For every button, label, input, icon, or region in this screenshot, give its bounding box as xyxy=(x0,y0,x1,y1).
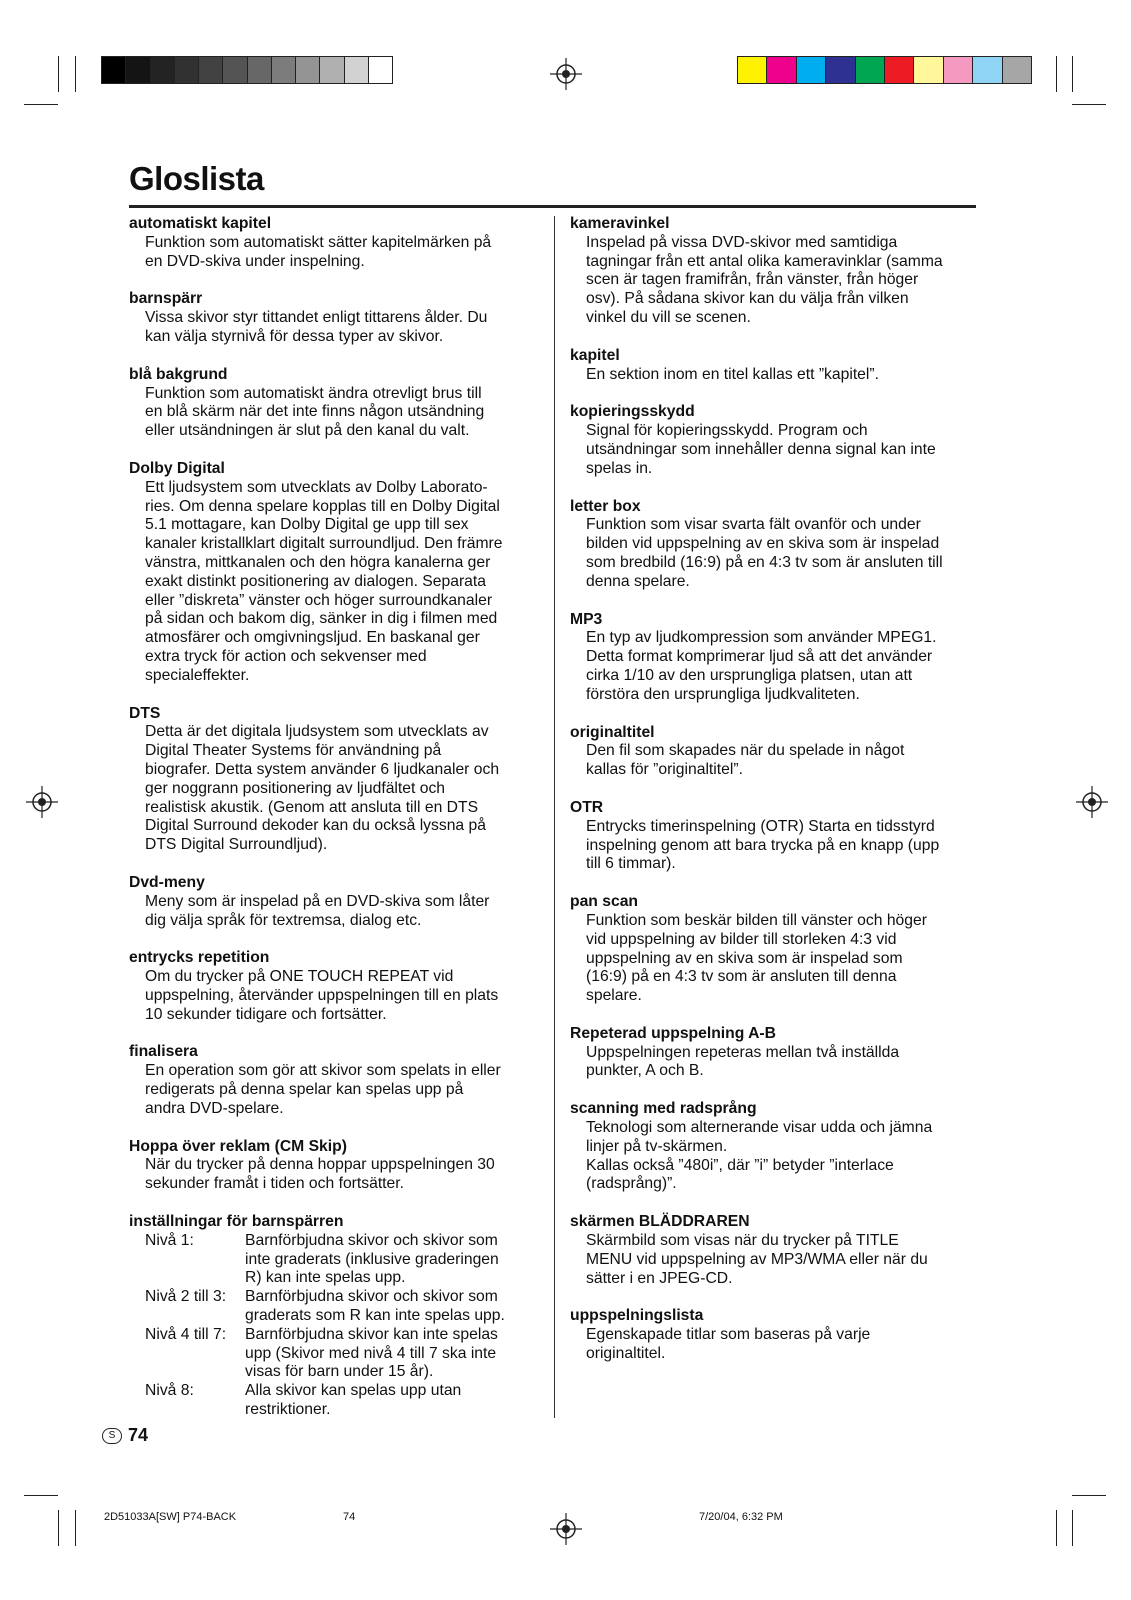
glossary-definition xyxy=(145,234,539,272)
definition-line: en blå skärm när det inte finns någon utsändning xyxy=(145,403,485,421)
level-name: Nivå 1: xyxy=(145,1231,194,1249)
glossary-term: Dvd-meny xyxy=(129,873,205,891)
definition-line: förstöra den ursprungliga ljudkvaliteten. xyxy=(586,685,860,703)
glossary-entry xyxy=(570,215,980,328)
glossary-entry xyxy=(129,215,539,271)
definition-line: kan välja styrnivå för dessa typer av skivor. xyxy=(145,327,444,345)
definition-line: uppspelning, återvänder uppspelningen till en plats xyxy=(145,986,499,1004)
glossary-definition xyxy=(145,968,539,1024)
glossary-term: kameravinkel xyxy=(570,215,670,232)
glossary-term: originaltitel xyxy=(570,723,655,741)
definition-line: bilden vid uppspelning av en skiva som är inspelad xyxy=(586,535,940,553)
definition-line: Teknologi som alternerande visar udda och jämna xyxy=(586,1119,933,1137)
level-line: Barnförbjudna skivor och skivor som xyxy=(245,1231,498,1249)
definition-line: Funktion som automatiskt sätter kapitelmärken på xyxy=(145,233,492,251)
crop-mark xyxy=(58,56,59,92)
glossary-entry xyxy=(129,290,539,346)
definition-line: ries. Om denna spelare kopplas till en Dolby Digital xyxy=(145,497,500,515)
glossary-definition xyxy=(586,1044,980,1082)
definition-line: till 6 timmar). xyxy=(586,855,676,873)
definition-line: originaltitel. xyxy=(586,1345,666,1363)
definition-line: Egenskapade titlar som baseras på varje xyxy=(586,1326,871,1344)
page-title: Gloslista xyxy=(129,160,264,197)
glossary-entry xyxy=(570,1213,980,1288)
glossary-left-column xyxy=(129,215,539,1439)
definition-line: spelas in. xyxy=(586,459,653,477)
level-line: inte graderats (inklusive graderingen xyxy=(245,1250,499,1268)
level-line: Barnförbjudna skivor och skivor som xyxy=(245,1288,498,1306)
color-swatch xyxy=(943,57,972,83)
crop-mark xyxy=(1072,1495,1106,1496)
definition-line: realistisk akustik. (Genom att ansluta till en DTS xyxy=(145,798,479,816)
definition-line: Digital Theater Systems för användning på xyxy=(145,742,442,760)
definition-line: kallas för ”originaltitel”. xyxy=(586,761,743,779)
crop-mark xyxy=(1072,104,1106,105)
definition-line: utsändningar som innehåller denna signal kan inte xyxy=(586,440,936,458)
glossary-definition xyxy=(586,516,980,591)
level-line: visas för barn under 15 år). xyxy=(245,1363,434,1381)
glossary-term: automatiskt kapitel xyxy=(129,215,272,232)
glossary-entry xyxy=(129,1213,539,1420)
glossary-entry xyxy=(570,498,980,592)
color-swatch xyxy=(855,57,884,83)
glossary-entry xyxy=(570,1025,980,1081)
registration-mark-icon xyxy=(1074,784,1110,820)
footer-timestamp: 7/20/04, 6:32 PM xyxy=(699,1511,783,1523)
title-rule xyxy=(129,205,976,208)
definition-line: vid uppspelning av bilder till storleken 4:3 vid xyxy=(586,930,897,948)
glossary-entry xyxy=(570,611,980,705)
color-swatch xyxy=(271,57,295,83)
glossary-entry xyxy=(129,949,539,1024)
definition-line: en DVD-skiva under inspelning. xyxy=(145,252,365,270)
glossary-definition xyxy=(145,1062,539,1118)
level-row xyxy=(145,1288,539,1326)
definition-line: Funktion som visar svarta fält ovanför och under xyxy=(586,516,921,534)
glossary-entry xyxy=(570,799,980,874)
definition-line: Om du trycker på ONE TOUCH REPEAT vid xyxy=(145,968,454,986)
definition-line: Detta är det digitala ljudsystem som utvecklats av xyxy=(145,723,489,741)
crop-mark xyxy=(1072,56,1073,92)
registration-mark-icon xyxy=(24,784,60,820)
level-line: upp (Skivor med nivå 4 till 7 ska inte xyxy=(245,1344,497,1362)
glossary-term: letter box xyxy=(570,497,641,515)
glossary-term: OTR xyxy=(570,798,604,816)
registration-mark-icon xyxy=(548,56,584,92)
color-swatch xyxy=(913,57,942,83)
definition-line: ger noggrann positionering av ljudfältet och xyxy=(145,779,446,797)
glossary-definition xyxy=(145,385,539,441)
page-number xyxy=(102,1425,148,1446)
glossary-term: uppspelningslista xyxy=(570,1307,704,1325)
definition-line: Ett ljudsystem som utvecklats av Dolby Laborato- xyxy=(145,478,488,496)
definition-line: på sidan och bakom dig, sänker in dig i filmen med xyxy=(145,610,498,628)
crop-mark xyxy=(24,104,58,105)
crop-mark xyxy=(1056,1510,1057,1546)
glossary-term: finalisera xyxy=(129,1043,198,1061)
glossary-definition xyxy=(145,309,539,347)
definition-line: scen är tagen framifrån, från vänster, från höger xyxy=(586,271,919,289)
definition-line: 5.1 mottagare, kan Dolby Digital ge upp till sex xyxy=(145,516,469,534)
glossary-definition xyxy=(586,1119,980,1194)
color-swatch xyxy=(247,57,271,83)
level-description xyxy=(245,1288,539,1326)
definition-line: sekunder framåt i tiden och fortsätter. xyxy=(145,1175,404,1193)
level-description xyxy=(245,1326,539,1382)
level-row xyxy=(145,1326,539,1382)
definition-line: Inspelad på vissa DVD-skivor med samtidiga xyxy=(586,233,898,251)
glossary-definition xyxy=(586,422,980,478)
definition-line: Detta format komprimerar ljud så att det använder xyxy=(586,648,933,666)
glossary-entry xyxy=(129,705,539,855)
glossary-term: barnspärr xyxy=(129,290,203,308)
definition-line: En typ av ljudkompression som använder MPEG1. xyxy=(586,629,937,647)
definition-line: Meny som är inspelad på en DVD-skiva som låter xyxy=(145,892,490,910)
glossary-term: scanning med radsprång xyxy=(570,1100,757,1118)
glossary-definition xyxy=(586,234,980,328)
crop-mark xyxy=(75,1510,76,1546)
glossary-entry xyxy=(129,874,539,930)
glossary-term: pan scan xyxy=(570,893,639,911)
definition-line: eller ”diskreta” vänster och höger surroundkanaler xyxy=(145,591,493,609)
color-swatch xyxy=(766,57,795,83)
glossary-definition xyxy=(586,366,980,385)
level-name: Nivå 8: xyxy=(145,1382,194,1400)
crop-mark xyxy=(58,1510,59,1546)
glossary-term: inställningar för barnspärren xyxy=(129,1213,344,1231)
definition-line: linjer på tv-skärmen. xyxy=(586,1137,728,1155)
definition-line: 10 sekunder tidigare och fortsätter. xyxy=(145,1005,387,1023)
glossary-term: entrycks repetition xyxy=(129,949,270,967)
level-line: restriktioner. xyxy=(245,1401,331,1419)
glossary-entry xyxy=(129,366,539,441)
definition-line: (radsprång)”. xyxy=(586,1175,677,1193)
glossary-definition xyxy=(145,723,539,855)
color-swatch xyxy=(125,57,149,83)
level-line: Alla skivor kan spelas upp utan xyxy=(245,1382,462,1400)
definition-line: cirka 1/10 av den ursprungliga platsen, utan att xyxy=(586,666,913,684)
level-row xyxy=(145,1232,539,1288)
definition-line: Kallas också ”480i”, där ”i” betyder ”interlace xyxy=(586,1156,894,1174)
definition-line: Signal för kopieringsskydd. Program och xyxy=(586,422,868,440)
glossary-term: Hoppa över reklam (CM Skip) xyxy=(129,1137,347,1155)
definition-line: extra tryck för action och sekvenser med xyxy=(145,647,427,665)
definition-line: atmosfärer och omgivningsljud. En baskanal ger xyxy=(145,629,480,647)
definition-line: vänstra, mittkanalen och den högra kanalerna ger xyxy=(145,553,491,571)
glossary-definition xyxy=(586,629,980,704)
level-list xyxy=(145,1232,539,1420)
definition-line: vinkel du vill se scenen. xyxy=(586,308,751,326)
color-swatch xyxy=(295,57,319,83)
definition-line: dig välja språk för textremsa, dialog etc. xyxy=(145,911,422,929)
level-name: Nivå 2 till 3: xyxy=(145,1288,227,1306)
definition-line: När du trycker på denna hoppar uppspelningen 30 xyxy=(145,1156,495,1174)
glossary-entry xyxy=(570,1307,980,1363)
definition-line: eller utsändningen är slut på den kanal du valt. xyxy=(145,422,470,440)
level-line: Barnförbjudna skivor kan inte spelas xyxy=(245,1325,498,1343)
glossary-definition xyxy=(145,893,539,931)
crop-mark xyxy=(1072,1510,1073,1546)
language-badge: S xyxy=(102,1428,122,1444)
color-swatch xyxy=(825,57,854,83)
crop-mark xyxy=(24,1495,58,1496)
glossary-entry xyxy=(129,460,539,686)
glossary-definition xyxy=(586,1232,980,1288)
definition-line: tagningar från ett antal olika kameravinklar (samma xyxy=(586,252,943,270)
glossary-definition xyxy=(586,818,980,874)
color-swatch xyxy=(222,57,246,83)
definition-line: redigerats på denna spelar kan spelas upp på xyxy=(145,1081,464,1099)
definition-line: MENU vid uppspelning av MP3/WMA eller när du xyxy=(586,1250,928,1268)
glossary-entry xyxy=(129,1043,539,1118)
definition-line: (16:9) på en 4:3 tv som är ansluten till denna xyxy=(586,968,897,986)
crop-mark xyxy=(1056,56,1057,92)
definition-line: inspelning genom att bara trycka på en knapp (upp xyxy=(586,836,940,854)
glossary-definition xyxy=(145,1156,539,1194)
glossary-term: Repeterad uppspelning A-B xyxy=(570,1024,776,1042)
definition-line: En operation som gör att skivor som spelats in eller xyxy=(145,1062,501,1080)
color-swatch xyxy=(738,57,766,83)
definition-line: spelare. xyxy=(586,987,642,1005)
definition-line: uppspelning av en skiva som är inspelad som xyxy=(586,949,903,967)
color-swatch-strip xyxy=(737,56,1032,84)
definition-line: specialeffekter. xyxy=(145,666,250,684)
definition-line: Digital Surround dekoder kan du också lyssna på xyxy=(145,817,486,835)
glossary-definition xyxy=(145,479,539,686)
level-description xyxy=(245,1232,539,1288)
definition-line: Funktion som beskär bilden till vänster och höger xyxy=(586,911,927,929)
definition-line: andra DVD-spelare. xyxy=(145,1099,284,1117)
level-name: Nivå 4 till 7: xyxy=(145,1325,227,1343)
definition-line: biografer. Detta system använder 6 ljudkanaler och xyxy=(145,760,500,778)
color-swatch xyxy=(344,57,368,83)
glossary-term: kopieringsskydd xyxy=(570,403,695,421)
glossary-term: skärmen BLÄDDRAREN xyxy=(570,1213,750,1231)
definition-line: Entrycks timerinspelning (OTR) Starta en tidsstyrd xyxy=(586,817,935,835)
color-swatch xyxy=(884,57,913,83)
color-swatch xyxy=(368,57,392,83)
level-line: R) kan inte spelas upp. xyxy=(245,1269,406,1287)
definition-line: denna spelare. xyxy=(586,572,690,590)
glossary-entry xyxy=(570,893,980,1006)
definition-line: Funktion som automatiskt ändra otrevligt brus till xyxy=(145,384,482,402)
page-number-value: 74 xyxy=(128,1425,149,1445)
color-swatch xyxy=(150,57,174,83)
definition-line: Skärmbild som visas när du trycker på TITLE xyxy=(586,1232,899,1250)
definition-line: Vissa skivor styr tittandet enligt tittarens ålder. Du xyxy=(145,309,488,327)
footer-code: 2D51033A[SW] P74-BACK xyxy=(104,1511,237,1523)
definition-line: En sektion inom en titel kallas ett ”kapitel”. xyxy=(586,365,879,383)
glossary-entry xyxy=(570,403,980,478)
glossary-term: blå bakgrund xyxy=(129,365,228,383)
level-row xyxy=(145,1382,539,1420)
definition-line: sätter i en JPEG-CD. xyxy=(586,1269,733,1287)
definition-line: Den fil som skapades när du spelade in något xyxy=(586,742,905,760)
glossary-entry xyxy=(129,1138,539,1194)
definition-line: som bredbild (16:9) på en 4:3 tv som är ansluten till xyxy=(586,553,943,571)
color-swatch xyxy=(972,57,1001,83)
color-swatch xyxy=(102,57,125,83)
color-swatch xyxy=(1002,57,1031,83)
definition-line: DTS Digital Surroundljud). xyxy=(145,836,328,854)
color-swatch xyxy=(198,57,222,83)
footer-page: 74 xyxy=(343,1511,356,1523)
level-line: graderats som R kan inte spelas upp. xyxy=(245,1307,505,1325)
glossary-term: DTS xyxy=(129,704,161,722)
definition-line: exakt distinkt positionering av dialogen. Separata xyxy=(145,572,486,590)
color-swatch xyxy=(796,57,825,83)
definition-line: Uppspelningen repeteras mellan två inställda xyxy=(586,1043,900,1061)
crop-mark xyxy=(75,56,76,92)
glossary-term: kapitel xyxy=(570,346,620,364)
glossary-entry xyxy=(570,1100,980,1194)
registration-mark-icon xyxy=(548,1511,584,1547)
color-swatch xyxy=(174,57,198,83)
grayscale-swatch-strip xyxy=(101,56,393,84)
glossary-definition xyxy=(586,1326,980,1364)
glossary-definition xyxy=(586,742,980,780)
glossary-entry xyxy=(570,724,980,780)
color-swatch xyxy=(319,57,343,83)
glossary-term: MP3 xyxy=(570,610,603,628)
glossary-right-column xyxy=(570,215,980,1383)
column-divider xyxy=(554,216,555,1418)
glossary-term: Dolby Digital xyxy=(129,459,225,477)
glossary-entry xyxy=(570,347,980,385)
definition-line: osv). På sådana skivor kan du välja från vilken xyxy=(586,290,909,308)
glossary-definition xyxy=(586,912,980,1006)
level-description xyxy=(245,1382,539,1420)
definition-line: kanaler kristallklart digitalt surroundljud. Den främre xyxy=(145,535,503,553)
definition-line: punkter, A och B. xyxy=(586,1062,704,1080)
